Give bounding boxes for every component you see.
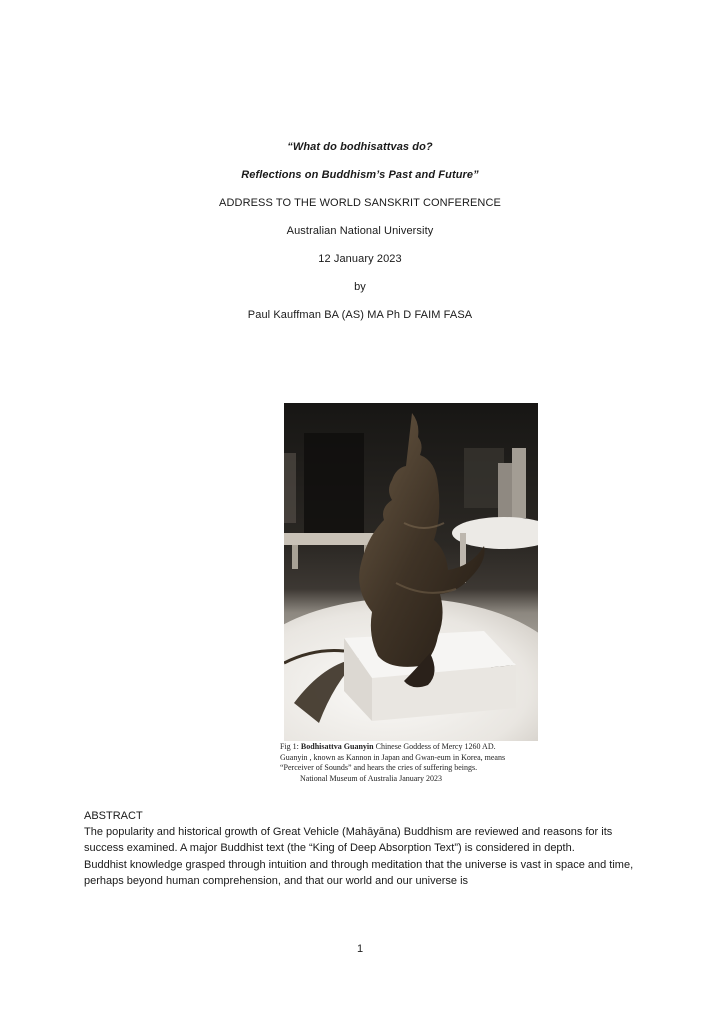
caption-line-2: Guanyin , known as Kannon in Japan and Gwan-eum in Korea, means — [280, 752, 506, 762]
title-line-1: “What do bodhisattvas do? — [287, 141, 433, 153]
bodhisattva-statue-image — [284, 403, 538, 741]
title-line-2: Reflections on Buddhism’s Past and Future” — [241, 169, 479, 181]
caption-prefix: Fig 1: — [280, 742, 301, 751]
caption-line-3: “Perceiver of Sounds” and hears the cries of suffering beings. — [280, 763, 478, 772]
abstract-section — [84, 808, 644, 889]
caption-line-4: National Museum of Australia January 2023 — [300, 773, 442, 783]
abstract-heading: ABSTRACT — [84, 810, 143, 822]
caption-rest: Chinese Goddess of Mercy 1260 AD. — [373, 742, 496, 751]
by-line: by — [354, 281, 366, 293]
address-date: 12 January 2023 — [318, 253, 402, 265]
address-heading: ADDRESS TO THE WORLD SANSKRIT CONFERENCE — [219, 197, 501, 209]
author-name: Paul Kauffman BA (AS) MA Ph D FAIM FASA — [247, 309, 473, 321]
university-name: Australian National University — [286, 225, 434, 237]
abstract-paragraph-2: Buddhist knowledge grasped through intuition and through meditation that the universe is vast in space and time, perhaps beyond human comprehension, and that our world and our universe is — [84, 858, 634, 887]
page-number: 1 — [356, 943, 364, 955]
abstract-paragraph-1: The popularity and historical growth of Great Vehicle (Mahāyāna) Buddhism are reviewed and reasons for its success examined. A major Buddhist text (the “King of Deep Absorption Text”) is considered in depth. — [84, 826, 613, 855]
figure-photo — [284, 403, 538, 741]
figure-caption — [280, 742, 570, 784]
caption-bold-title: Bodhisattva Guanyin — [300, 742, 374, 751]
title-block — [0, 140, 720, 336]
